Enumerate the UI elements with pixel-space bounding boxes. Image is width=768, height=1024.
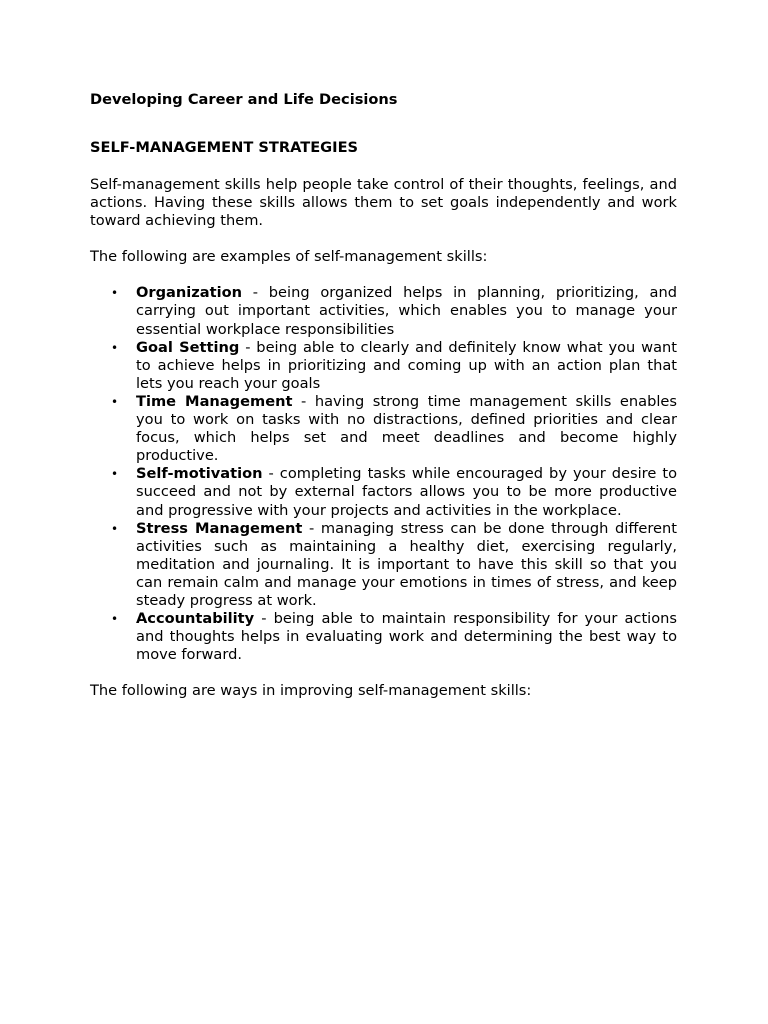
skill-term: Organization [136,284,243,302]
list-item [90,339,677,393]
list-item [90,610,677,664]
skill-description: - completing tasks while encouraged by your desire to succeed and not by external factors allows you to be more productive and progressive with your projects and activities in the workplace. [136,465,677,519]
bullet-icon: • [111,521,119,536]
skill-description: - having strong time management skills enables you to work on tasks with no distractions, defined priorities and clear focus, which helps set and meet deadlines and become highly productive. [136,392,677,465]
skill-term: Time Management [136,392,293,410]
skill-description: - being organized helps in planning, prioritizing, and carrying out important activities, which enables you to manage your essential workplace responsibilities [136,284,677,338]
improving-lead-paragraph: The following are ways in improving self-management skills: [90,682,532,700]
bullet-icon: • [111,394,119,409]
skill-term: Goal Setting [136,338,240,356]
document-title: Developing Career and Life Decisions [90,91,398,108]
section-heading: SELF-MANAGEMENT STRATEGIES [90,139,359,156]
bullet-icon: • [111,612,119,627]
bullet-icon: • [111,340,119,355]
skill-description: - being able to maintain responsibility for your actions and thoughts helps in evaluating work and determining the best way to move forward. [136,610,677,664]
list-item [90,393,677,465]
skills-list [90,284,677,664]
examples-lead-paragraph: The following are examples of self-management skills: [90,248,488,266]
list-item [90,465,677,519]
list-item [90,520,677,610]
list-item [90,284,677,338]
bullet-icon: • [111,286,119,301]
skill-description: - being able to clearly and definitely know what you want to achieve helps in prioritizing and coming up with an action plan that lets you reach your goals [136,338,677,392]
document-page [90,91,677,700]
skill-term: Stress Management [136,519,303,537]
bullet-icon: • [111,467,119,482]
skill-term: Accountability [136,610,255,628]
skill-description: - managing stress can be done through different activities such as maintaining a healthy diet, exercising regularly, meditation and journaling. It is important to have this skill so that you can remain calm and manage your emotions in times of stress, and keep steady progress at work. [136,519,677,609]
skill-term: Self-motivation [136,465,263,483]
intro-paragraph: Self-management skills help people take control of their thoughts, feelings, and actions. Having these skills allows them to set goals independently and work toward achieving them. [90,176,677,230]
